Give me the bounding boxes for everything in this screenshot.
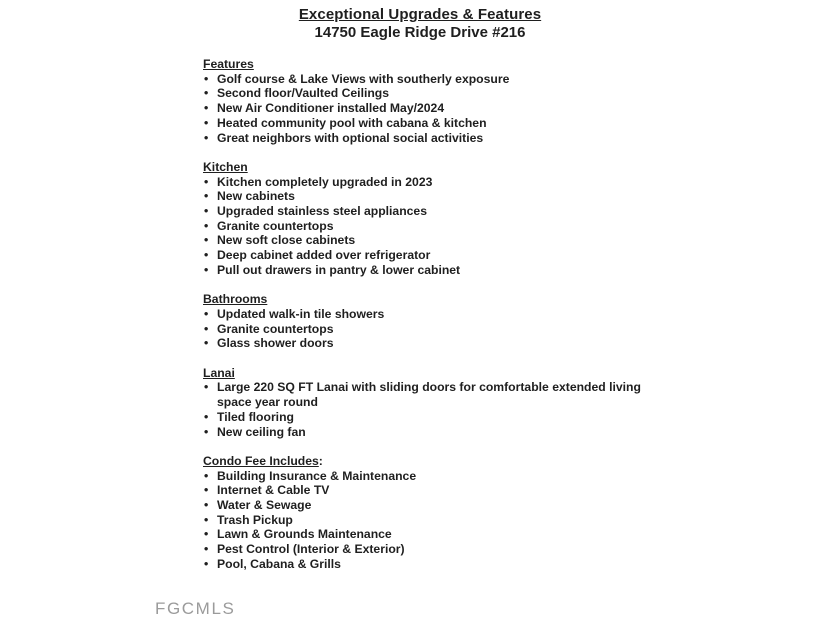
list-item-text: New ceiling fan xyxy=(217,424,306,439)
list-item-text: Water & Sewage xyxy=(217,498,312,513)
list-item xyxy=(203,248,641,263)
section-lanai xyxy=(203,366,641,440)
list-item-text: Tiled flooring xyxy=(217,409,294,424)
list-item-text: Pest Control (Interior & Exterior) xyxy=(217,542,405,557)
list-item-text: New Air Conditioner installed May/2024 xyxy=(217,101,445,116)
section-heading-text: Lanai xyxy=(203,365,235,380)
section-heading xyxy=(203,366,641,381)
bullet-icon: • xyxy=(204,189,209,204)
list-item xyxy=(203,116,641,131)
section-heading xyxy=(203,454,641,469)
list-item-text: Pull out drawers in pantry & lower cabinet xyxy=(217,262,461,277)
bullet-icon: • xyxy=(204,233,209,248)
list-item xyxy=(203,219,641,234)
bullet-icon: • xyxy=(204,321,209,336)
bullet-icon: • xyxy=(204,204,209,219)
bullet-list xyxy=(203,72,641,146)
section-kitchen xyxy=(203,160,641,278)
bullet-icon: • xyxy=(204,218,209,233)
bullet-icon: • xyxy=(204,115,209,130)
page-title: Exceptional Upgrades & Features xyxy=(298,6,542,23)
sections-container xyxy=(203,57,641,586)
bullet-list xyxy=(203,307,641,351)
list-item xyxy=(203,189,641,204)
list-item xyxy=(203,322,641,337)
section-heading-suffix: : xyxy=(318,453,323,468)
list-item xyxy=(203,263,641,278)
list-item-text: Second floor/Vaulted Ceilings xyxy=(217,86,390,101)
list-item xyxy=(203,101,641,116)
bullet-icon: • xyxy=(204,409,209,424)
bullet-icon: • xyxy=(204,468,209,483)
bullet-icon: • xyxy=(204,542,209,557)
section-heading-text: Condo Fee Includes xyxy=(203,453,319,468)
bullet-icon: • xyxy=(204,483,209,498)
list-item-text: Trash Pickup xyxy=(217,512,293,527)
list-item xyxy=(203,557,641,572)
list-item xyxy=(203,380,641,409)
bullet-icon: • xyxy=(204,498,209,513)
bullet-icon: • xyxy=(204,512,209,527)
section-heading-text: Bathrooms xyxy=(203,292,268,307)
list-item xyxy=(203,425,641,440)
list-item-text: Large 220 SQ FT Lanai with sliding doors for comfortable extended living space year round xyxy=(217,380,641,410)
section-heading xyxy=(203,292,641,307)
list-item xyxy=(203,131,641,146)
list-item xyxy=(203,513,641,528)
bullet-icon: • xyxy=(204,336,209,351)
section-condo-fee-includes xyxy=(203,454,641,572)
list-item xyxy=(203,175,641,190)
section-bathrooms xyxy=(203,292,641,351)
list-item xyxy=(203,336,641,351)
list-item-text: Updated walk-in tile showers xyxy=(217,306,385,321)
bullet-icon: • xyxy=(204,262,209,277)
list-item xyxy=(203,86,641,101)
list-item-text: Great neighbors with optional social activities xyxy=(217,130,484,145)
bullet-icon: • xyxy=(204,174,209,189)
list-item-text: Kitchen completely upgraded in 2023 xyxy=(217,174,433,189)
bullet-icon: • xyxy=(204,248,209,263)
list-item-text: Granite countertops xyxy=(217,321,334,336)
list-item-text: Golf course & Lake Views with southerly exposure xyxy=(217,71,510,86)
list-item xyxy=(203,483,641,498)
bullet-icon: • xyxy=(204,556,209,571)
section-heading-text: Kitchen xyxy=(203,159,248,174)
list-item-text: Pool, Cabana & Grills xyxy=(217,556,341,571)
list-item xyxy=(203,204,641,219)
property-address: 14750 Eagle Ridge Drive #216 xyxy=(314,24,526,41)
bullet-icon: • xyxy=(204,86,209,101)
bullet-icon: • xyxy=(204,380,209,395)
document-header xyxy=(0,6,840,41)
section-features xyxy=(203,57,641,145)
bullet-icon: • xyxy=(204,424,209,439)
list-item-text: New cabinets xyxy=(217,189,295,204)
list-item-text: Upgraded stainless steel appliances xyxy=(217,204,427,219)
bullet-icon: • xyxy=(204,101,209,116)
list-item-text: Deep cabinet added over refrigerator xyxy=(217,248,431,263)
bullet-icon: • xyxy=(204,306,209,321)
bullet-icon: • xyxy=(204,527,209,542)
list-item xyxy=(203,410,641,425)
list-item xyxy=(203,542,641,557)
section-heading xyxy=(203,57,641,72)
list-item xyxy=(203,469,641,484)
list-item xyxy=(203,72,641,87)
list-item xyxy=(203,307,641,322)
list-item-text: New soft close cabinets xyxy=(217,233,356,248)
watermark: FGCMLS xyxy=(155,599,236,618)
list-item-text: Heated community pool with cabana & kitchen xyxy=(217,115,487,130)
bullet-list xyxy=(203,469,641,572)
list-item xyxy=(203,498,641,513)
list-item-text: Lawn & Grounds Maintenance xyxy=(217,527,392,542)
list-item-text: Glass shower doors xyxy=(217,336,334,351)
bullet-icon: • xyxy=(204,130,209,145)
list-item xyxy=(203,233,641,248)
bullet-list xyxy=(203,380,641,439)
bullet-icon: • xyxy=(204,71,209,86)
list-item-text: Granite countertops xyxy=(217,218,334,233)
list-item xyxy=(203,527,641,542)
bullet-list xyxy=(203,175,641,278)
list-item-text: Building Insurance & Maintenance xyxy=(217,468,417,483)
section-heading xyxy=(203,160,641,175)
section-heading-text: Features xyxy=(203,57,254,71)
list-item-text: Internet & Cable TV xyxy=(217,483,330,498)
